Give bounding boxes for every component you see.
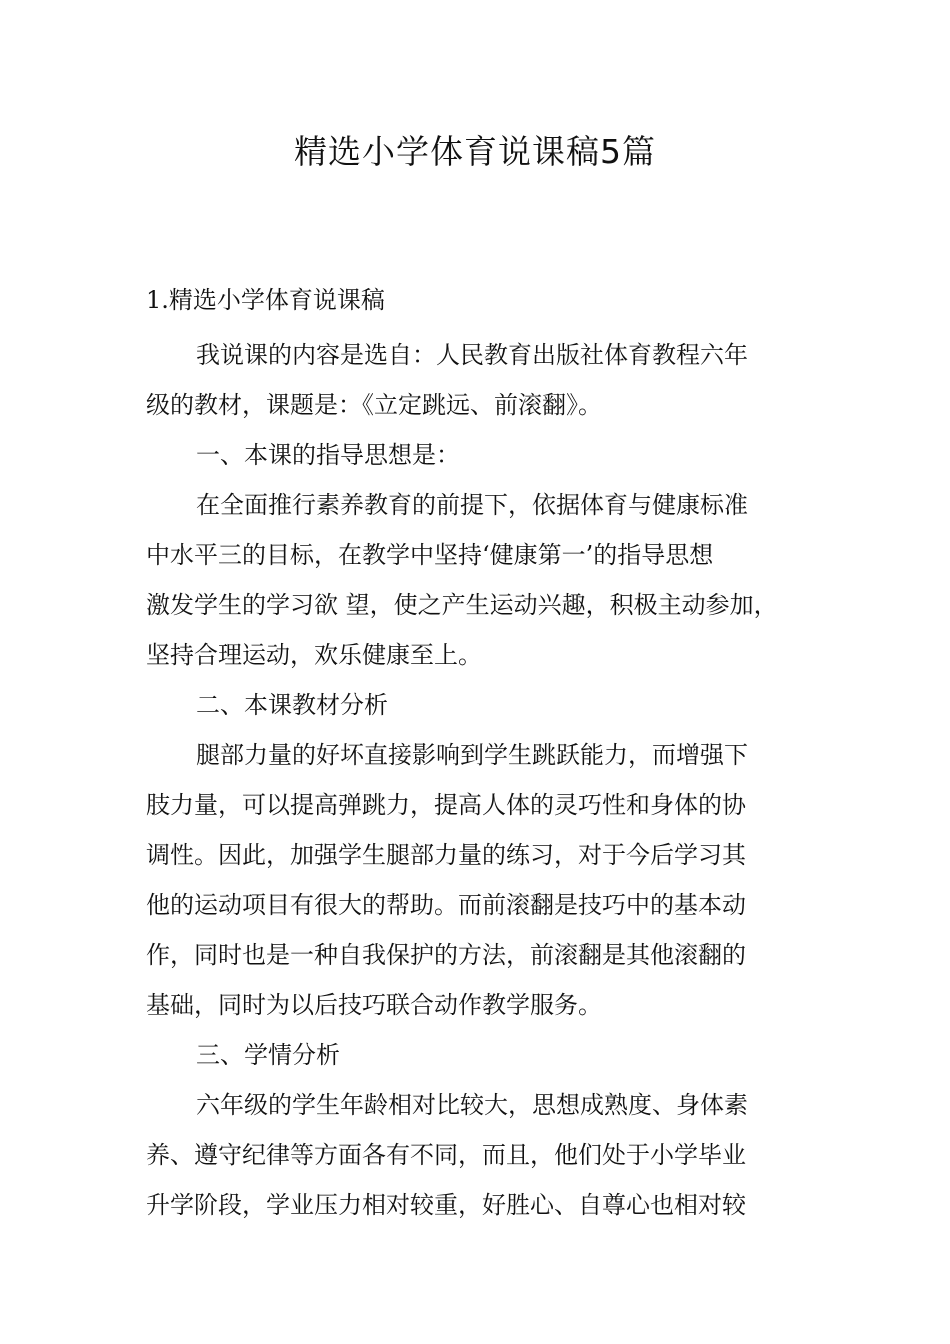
paragraph-line: 六年级的学生年龄相对比较大，思想成熟度、身体素: [196, 1091, 748, 1119]
document-title: 精选小学体育说课稿5篇: [294, 132, 656, 171]
paragraph-line: 激发学生的学习欲 望，使之产生运动兴趣，积极主动参加，: [146, 591, 778, 619]
paragraph-line: 三、学情分析: [196, 1041, 340, 1069]
paragraph-line: 基础，同时为以后技巧联合动作教学服务。: [146, 991, 602, 1019]
paragraph-line: 坚持合理运动，欢乐健康至上。: [146, 641, 482, 669]
paragraph-line: 调性。因此，加强学生腿部力量的练习，对于今后学习其: [146, 841, 746, 869]
paragraph-line: 我说课的内容是选自：人民教育出版社体育教程六年: [196, 341, 748, 369]
paragraph-line: 升学阶段，学业压力相对较重，好胜心、自尊心也相对较: [146, 1191, 746, 1219]
paragraph-line: 级的教材，课题是：《立定跳远、前滚翻》。: [146, 391, 602, 419]
paragraph-line: 肢力量，可以提高弹跳力，提高人体的灵巧性和身体的协: [146, 791, 746, 819]
paragraph-line: 养、遵守纪律等方面各有不同，而且，他们处于小学毕业: [146, 1141, 746, 1169]
paragraph-line: 他的运动项目有很大的帮助。而前滚翻是技巧中的基本动: [146, 891, 746, 919]
paragraph-line: 二、本课教材分析: [196, 691, 388, 719]
paragraph-line: 在全面推行素养教育的前提下，依据体育与健康标准: [196, 491, 748, 519]
paragraph-line: 中水平三的目标，在教学中坚持‘健康第一’的指导思想: [146, 541, 714, 569]
paragraph-line: 一、本课的指导思想是：: [196, 441, 460, 469]
paragraph-line: 腿部力量的好坏直接影响到学生跳跃能力，而增强下: [196, 741, 748, 769]
document-body: [146, 330, 816, 1230]
paragraph-line: 作，同时也是一种自我保护的方法，前滚翻是其他滚翻的: [146, 941, 746, 969]
section-heading: 1.精选小学体育说课稿: [146, 286, 385, 314]
